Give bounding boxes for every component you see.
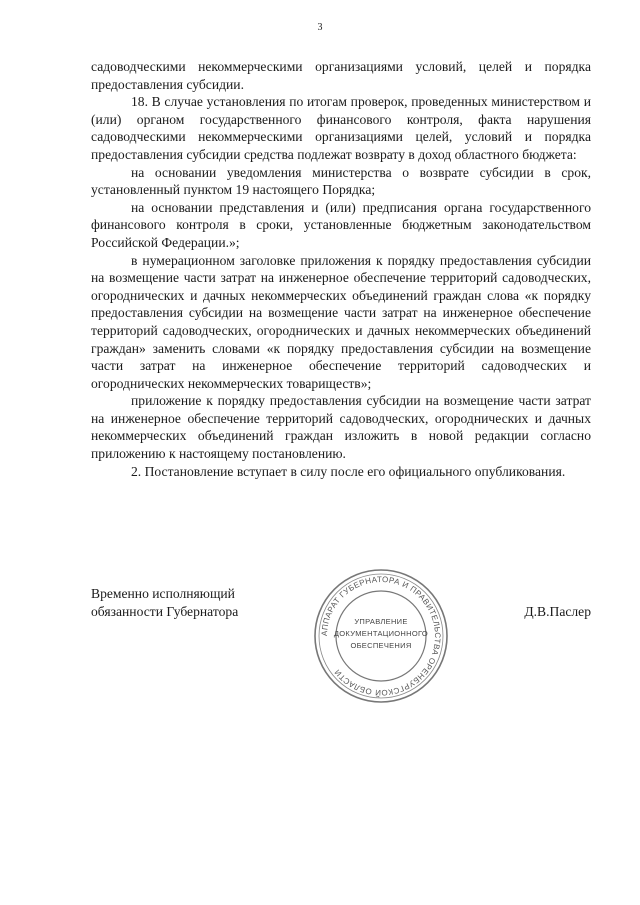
document-body bbox=[91, 58, 591, 480]
signatory-position bbox=[91, 585, 238, 621]
paragraph-appendix-amendment: приложение к порядку предоставления субсидии на возмещение части затрат на инженерное обеспечение территорий садоводческих, огороднических и дачных некоммерческих объединений граждан изложить в новой редакции согласно приложению к настоящему постановлению. bbox=[91, 393, 591, 462]
page-number: 3 bbox=[317, 22, 323, 33]
paragraph-representation-basis: на основании представления и (или) предписания органа государственного финансового контроля в сроки, установленные бюджетным законодательством Российской Федерации.»; bbox=[91, 199, 591, 250]
stamp-ring-text: АППАРАТ ГУБЕРНАТОРА И ПРАВИТЕЛЬСТВА ОРЕНБУРГСКОЙ ОБЛАСТИ bbox=[319, 574, 443, 698]
official-seal-stamp bbox=[311, 566, 451, 706]
signatory-position-line1: Временно исполняющий bbox=[91, 586, 235, 601]
signatory-name: Д.В.Паслер bbox=[524, 604, 591, 619]
stamp-inner-line2: ДОКУМЕНТАЦИОННОГО bbox=[333, 629, 429, 638]
paragraph-item-18: 18. В случае установления по итогам проверок, проведенных министерством и (или) органом государственного финансового контроля, факта нарушения садоводческими некоммерческими организациями целей, условий и порядка предоставления субсидии средства подлежат возврату в доход областного бюджета: bbox=[91, 94, 591, 162]
paragraph-continuation: садоводческими некоммерческими организациями условий, целей и порядка предоставления субсидии. bbox=[91, 59, 591, 92]
paragraph-entry-into-force: 2. Постановление вступает в силу после его официального опубликования. bbox=[131, 463, 566, 479]
signature-block bbox=[91, 574, 591, 698]
stamp-inner-line1: УПРАВЛЕНИЕ bbox=[354, 617, 408, 626]
paragraph-heading-amendment: в нумерационном заголовке приложения к порядку предоставления субсидии на возмещение части затрат на инженерное обеспечение территорий садоводческих, огороднических и дачных некоммерческих объединений граждан слова «к порядку предоставления субсидии на возмещение части затрат на инженерное обеспечение территорий садоводческих, огороднических и дачных некоммерческих объединений граждан» заменить словами «к порядку предоставления субсидии на возмещение части затрат на инженерное обеспечение территорий садоводческих и огороднических некоммерческих товариществ»; bbox=[91, 252, 591, 391]
paragraph-notification-basis: на основании уведомления министерства о возврате субсидии в срок, установленный пунктом 19 настоящего Порядка; bbox=[91, 164, 591, 198]
stamp-inner-line3: ОБЕСПЕЧЕНИЯ bbox=[350, 641, 412, 650]
signatory-position-line2: обязанности Губернатора bbox=[91, 604, 239, 619]
